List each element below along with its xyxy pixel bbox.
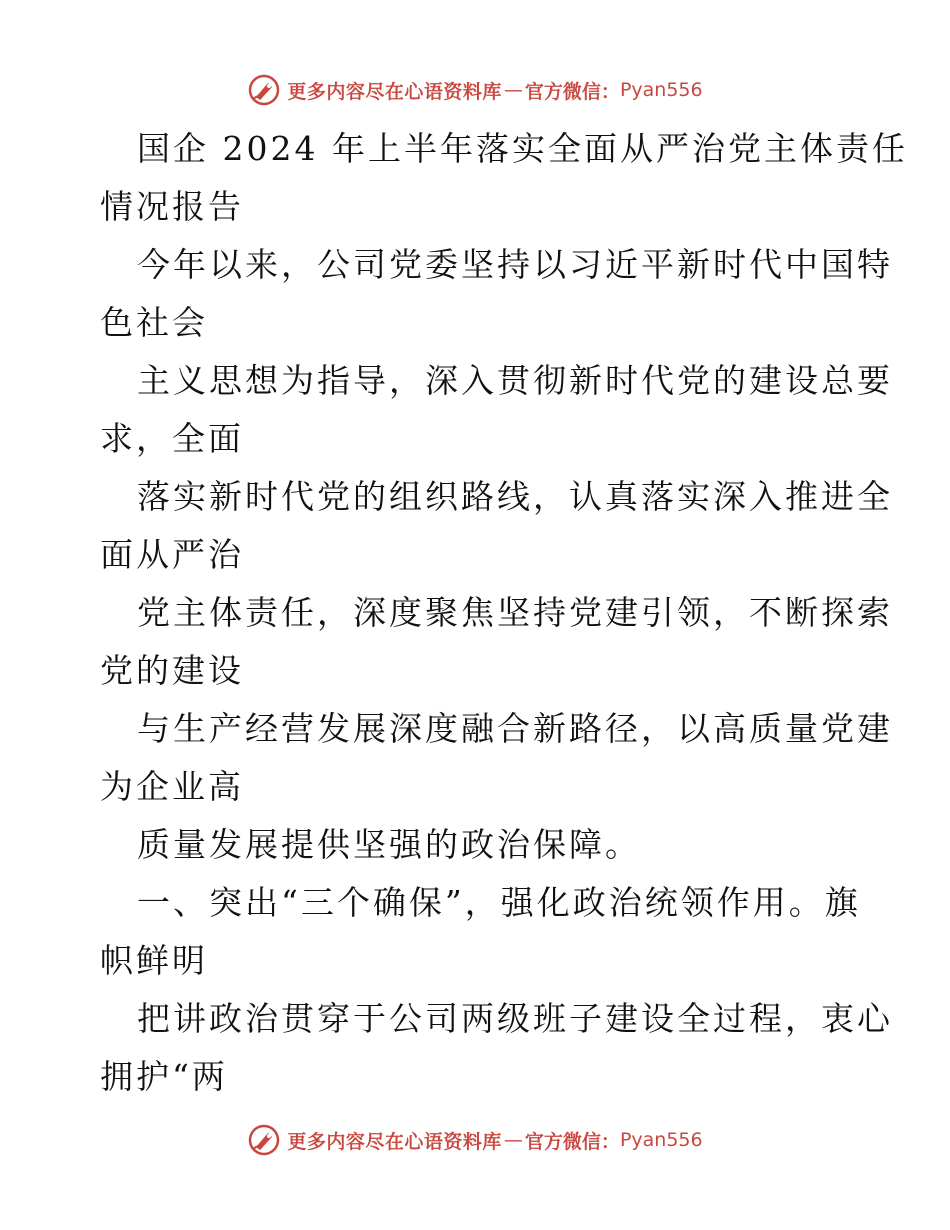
paragraph-line: 落实新时代党的组织路线，认真落实深入推进全: [137, 477, 893, 516]
title-line-1: 国企 2024 年上半年落实全面从严治党主体责任: [137, 129, 908, 168]
paragraph-line: 求，全面: [100, 419, 244, 458]
watermark-separator: —: [503, 1129, 523, 1151]
title-line-2: 情况报告: [100, 187, 244, 226]
footer-watermark: [0, 1120, 950, 1160]
watermark-id: Pyan556: [619, 79, 703, 101]
paragraph-line: 拥护“两: [100, 1057, 228, 1096]
header-watermark: [0, 70, 950, 110]
watermark-text: 更多内容尽在心语资料库: [287, 80, 502, 103]
paragraph-line: 面从严治: [100, 535, 244, 574]
watermark-separator: —: [503, 79, 523, 101]
paragraph-line: 党主体责任，深度聚焦坚持党建引领，不断探索: [137, 593, 893, 632]
paragraph-line: 质量发展提供坚强的政治保障。: [137, 825, 641, 864]
pen-nib-logo-icon: [247, 73, 281, 107]
watermark-id: Pyan556: [619, 1129, 703, 1151]
paragraph-line: 与生产经营发展深度融合新路径，以高质量党建: [137, 709, 893, 748]
paragraph-line: 主义思想为指导，深入贯彻新时代党的建设总要: [137, 361, 893, 400]
watermark-label: 官方微信：: [524, 1130, 620, 1153]
section-heading-line: 一、突出“三个确保”，强化政治统领作用。旗: [137, 883, 861, 922]
paragraph-line: 党的建设: [100, 651, 244, 690]
watermark-text: 更多内容尽在心语资料库: [287, 1130, 502, 1153]
paragraph-line: 今年以来，公司党委坚持以习近平新时代中国特: [137, 245, 893, 284]
document-body: [100, 120, 908, 1106]
paragraph-line: 为企业高: [100, 767, 244, 806]
paragraph-line: 色社会: [100, 303, 208, 342]
watermark-label: 官方微信：: [524, 80, 620, 103]
paragraph-line: 把讲政治贯穿于公司两级班子建设全过程，衷心: [137, 999, 893, 1038]
paragraph-line: 帜鲜明: [100, 941, 208, 980]
pen-nib-logo-icon: [247, 1123, 281, 1157]
